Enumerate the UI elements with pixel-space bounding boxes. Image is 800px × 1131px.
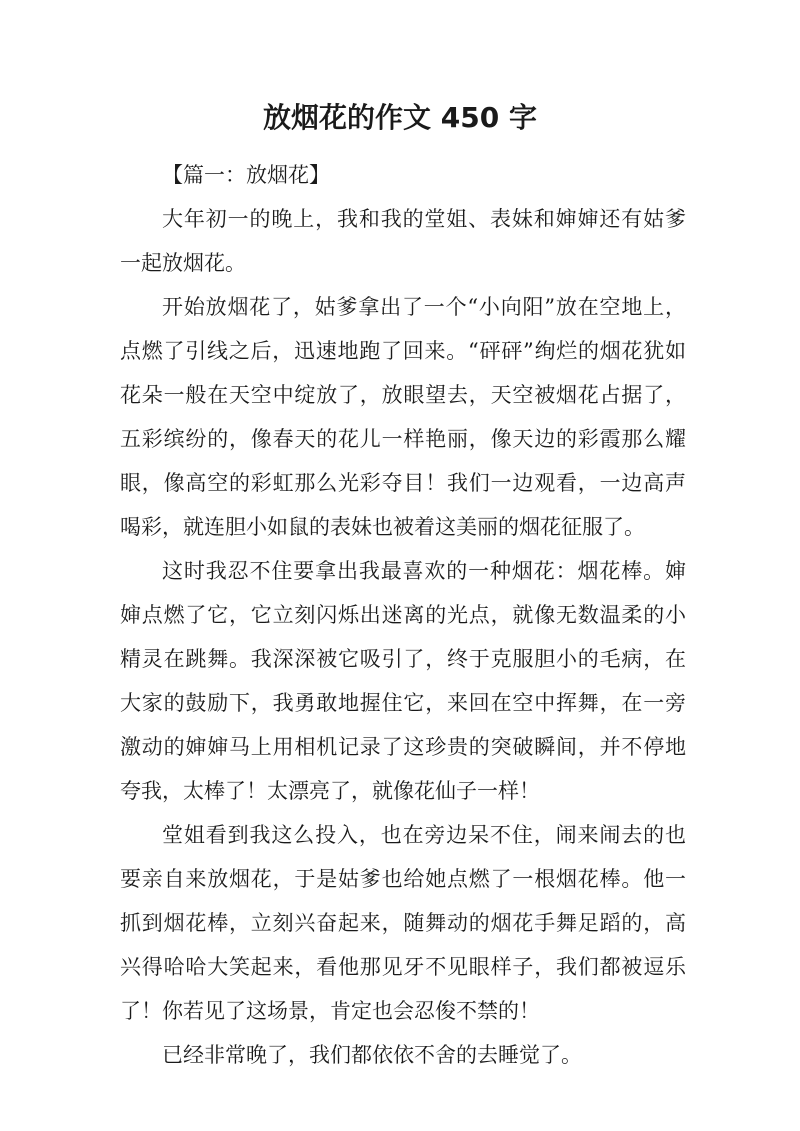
paragraph-2: 开始放烟花了，姑爹拿出了一个“小向阳”放在空地上，点燃了引线之后，迅速地跑了回来。“砰砰”绚烂的烟花犹如花朵一般在天空中绽放了，放眼望去，天空被烟花占据了，五彩缤纷的，像春天的花儿一样艳丽，像天边的彩霞那么耀眼，像高空的彩虹那么光彩夺目！我们一边观看，一边高声喝彩，就连胆小如鼠的表妹也被着这美丽的烟花征服了。: [120, 295, 686, 539]
paragraph-4: 堂姐看到我这么投入，也在旁边呆不住，闹来闹去的也要亲自来放烟花，于是姑爹也给她点燃了一根烟花棒。他一抓到烟花棒，立刻兴奋起来，随舞动的烟花手舞足蹈的，高兴得哈哈大笑起来，看他那见牙不见眼样子，我们都被逗乐了！你若见了这场景，肯定也会忍俊不禁的！: [120, 823, 686, 1023]
paragraph-5: 已经非常晚了，我们都依依不舍的去睡觉了。: [162, 1043, 582, 1067]
paragraph-3: 这时我忍不住要拿出我最喜欢的一种烟花：烟花棒。婶婶点燃了它，它立刻闪烁出迷离的光点，就像无数温柔的小精灵在跳舞。我深深被它吸引了，终于克服胆小的毛病，在大家的鼓励下，我勇敢地握住它，来回在空中挥舞，在一旁激动的婶婶马上用相机记录了这珍贵的突破瞬间，并不停地夸我，太棒了！太漂亮了，就像花仙子一样！: [120, 559, 686, 803]
document-title: 放烟花的作文 450 字: [263, 101, 537, 134]
paragraph-1: 大年初一的晚上，我和我的堂姐、表妹和婶婶还有姑爹一起放烟花。: [120, 207, 686, 275]
document-body: [120, 153, 686, 1077]
section-heading: 【篇一：放烟花】: [162, 163, 330, 187]
